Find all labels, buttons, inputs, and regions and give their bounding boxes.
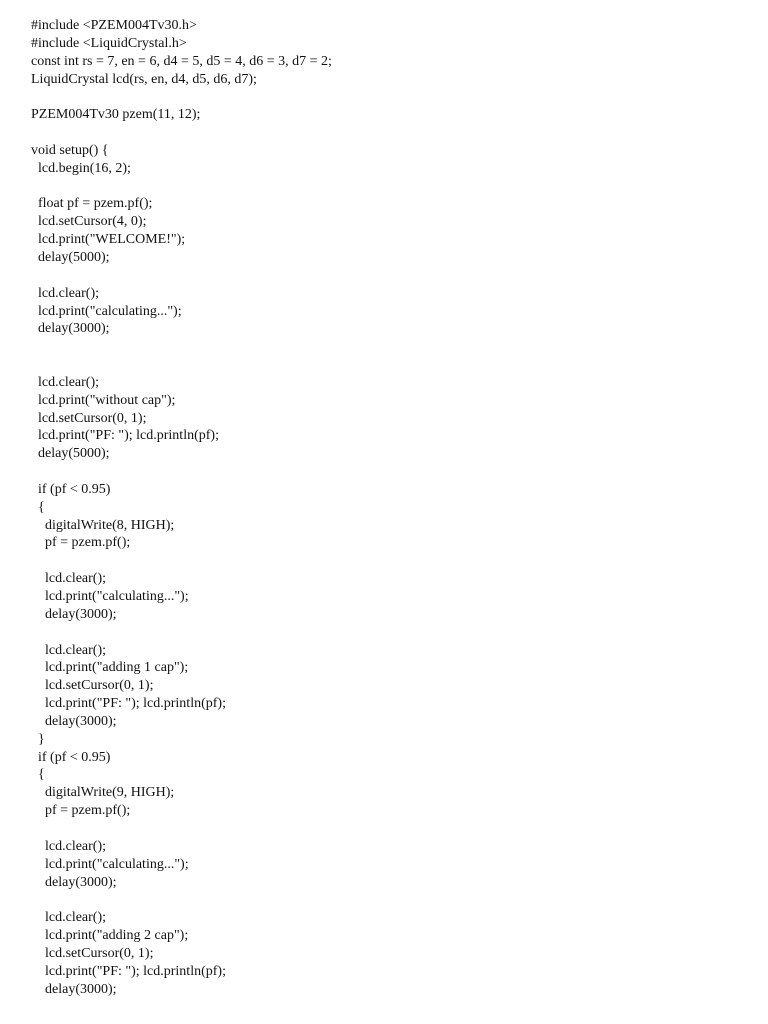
code-line <box>31 552 751 570</box>
code-line: lcd.print("PF: "); lcd.println(pf); <box>31 428 219 444</box>
code-line: if (pf < 0.95) <box>31 749 111 765</box>
code-line <box>31 178 751 196</box>
code-line: } <box>31 731 45 747</box>
code-line <box>31 338 751 356</box>
code-line: delay(3000); <box>31 606 117 622</box>
code-document <box>31 17 751 998</box>
code-line: const int rs = 7, en = 6, d4 = 5, d5 = 4, d6 = 3, d7 = 2; <box>31 53 332 69</box>
code-line: delay(3000); <box>31 321 110 337</box>
code-line: lcd.print("calculating..."); <box>31 303 182 319</box>
code-line: #include <PZEM004Tv30.h> <box>31 18 197 33</box>
code-line <box>31 820 751 838</box>
code-line: if (pf < 0.95) <box>31 481 111 497</box>
code-line: lcd.clear(); <box>31 374 100 390</box>
code-line: float pf = pzem.pf(); <box>31 196 153 212</box>
code-line: lcd.setCursor(4, 0); <box>31 214 147 230</box>
code-line: lcd.clear(); <box>31 285 100 301</box>
code-line: delay(3000); <box>31 874 117 890</box>
code-line: lcd.print("PF: "); lcd.println(pf); <box>31 963 226 979</box>
code-line: pf = pzem.pf(); <box>31 535 131 551</box>
code-line: void setup() { <box>31 142 109 158</box>
code-line: { <box>31 767 45 783</box>
code-line <box>31 463 751 481</box>
code-line: lcd.print("adding 2 cap"); <box>31 928 189 944</box>
code-line: lcd.clear(); <box>31 642 107 658</box>
code-line: delay(5000); <box>31 249 110 265</box>
code-line: lcd.print("without cap"); <box>31 392 176 408</box>
code-line: lcd.setCursor(0, 1); <box>31 410 147 426</box>
code-line: lcd.clear(); <box>31 910 107 926</box>
code-line: lcd.setCursor(0, 1); <box>31 945 154 961</box>
code-line: delay(5000); <box>31 446 110 462</box>
code-line <box>31 356 751 374</box>
code-line: digitalWrite(8, HIGH); <box>31 517 175 533</box>
code-line: lcd.begin(16, 2); <box>31 160 131 176</box>
code-line: lcd.clear(); <box>31 838 107 854</box>
code-line: PZEM004Tv30 pzem(11, 12); <box>31 107 201 123</box>
code-line: lcd.clear(); <box>31 571 107 587</box>
code-line: lcd.print("calculating..."); <box>31 589 189 604</box>
code-line: lcd.print("PF: "); lcd.println(pf); <box>31 696 226 712</box>
code-line: lcd.print("adding 1 cap"); <box>31 660 189 676</box>
code-line <box>31 88 751 106</box>
code-line <box>31 267 751 285</box>
code-line: LiquidCrystal lcd(rs, en, d4, d5, d6, d7); <box>31 71 257 87</box>
code-line: lcd.setCursor(0, 1); <box>31 678 154 694</box>
code-line <box>31 891 751 909</box>
code-line: lcd.print("calculating..."); <box>31 856 189 872</box>
code-line <box>31 124 751 142</box>
code-line: digitalWrite(9, HIGH); <box>31 785 175 801</box>
code-line: #include <LiquidCrystal.h> <box>31 35 187 51</box>
code-line: delay(3000); <box>31 713 117 729</box>
code-line <box>31 624 751 642</box>
code-line: lcd.print("WELCOME!"); <box>31 232 186 248</box>
code-line: delay(3000); <box>31 981 117 997</box>
code-line: pf = pzem.pf(); <box>31 803 131 819</box>
code-line: { <box>31 499 45 515</box>
